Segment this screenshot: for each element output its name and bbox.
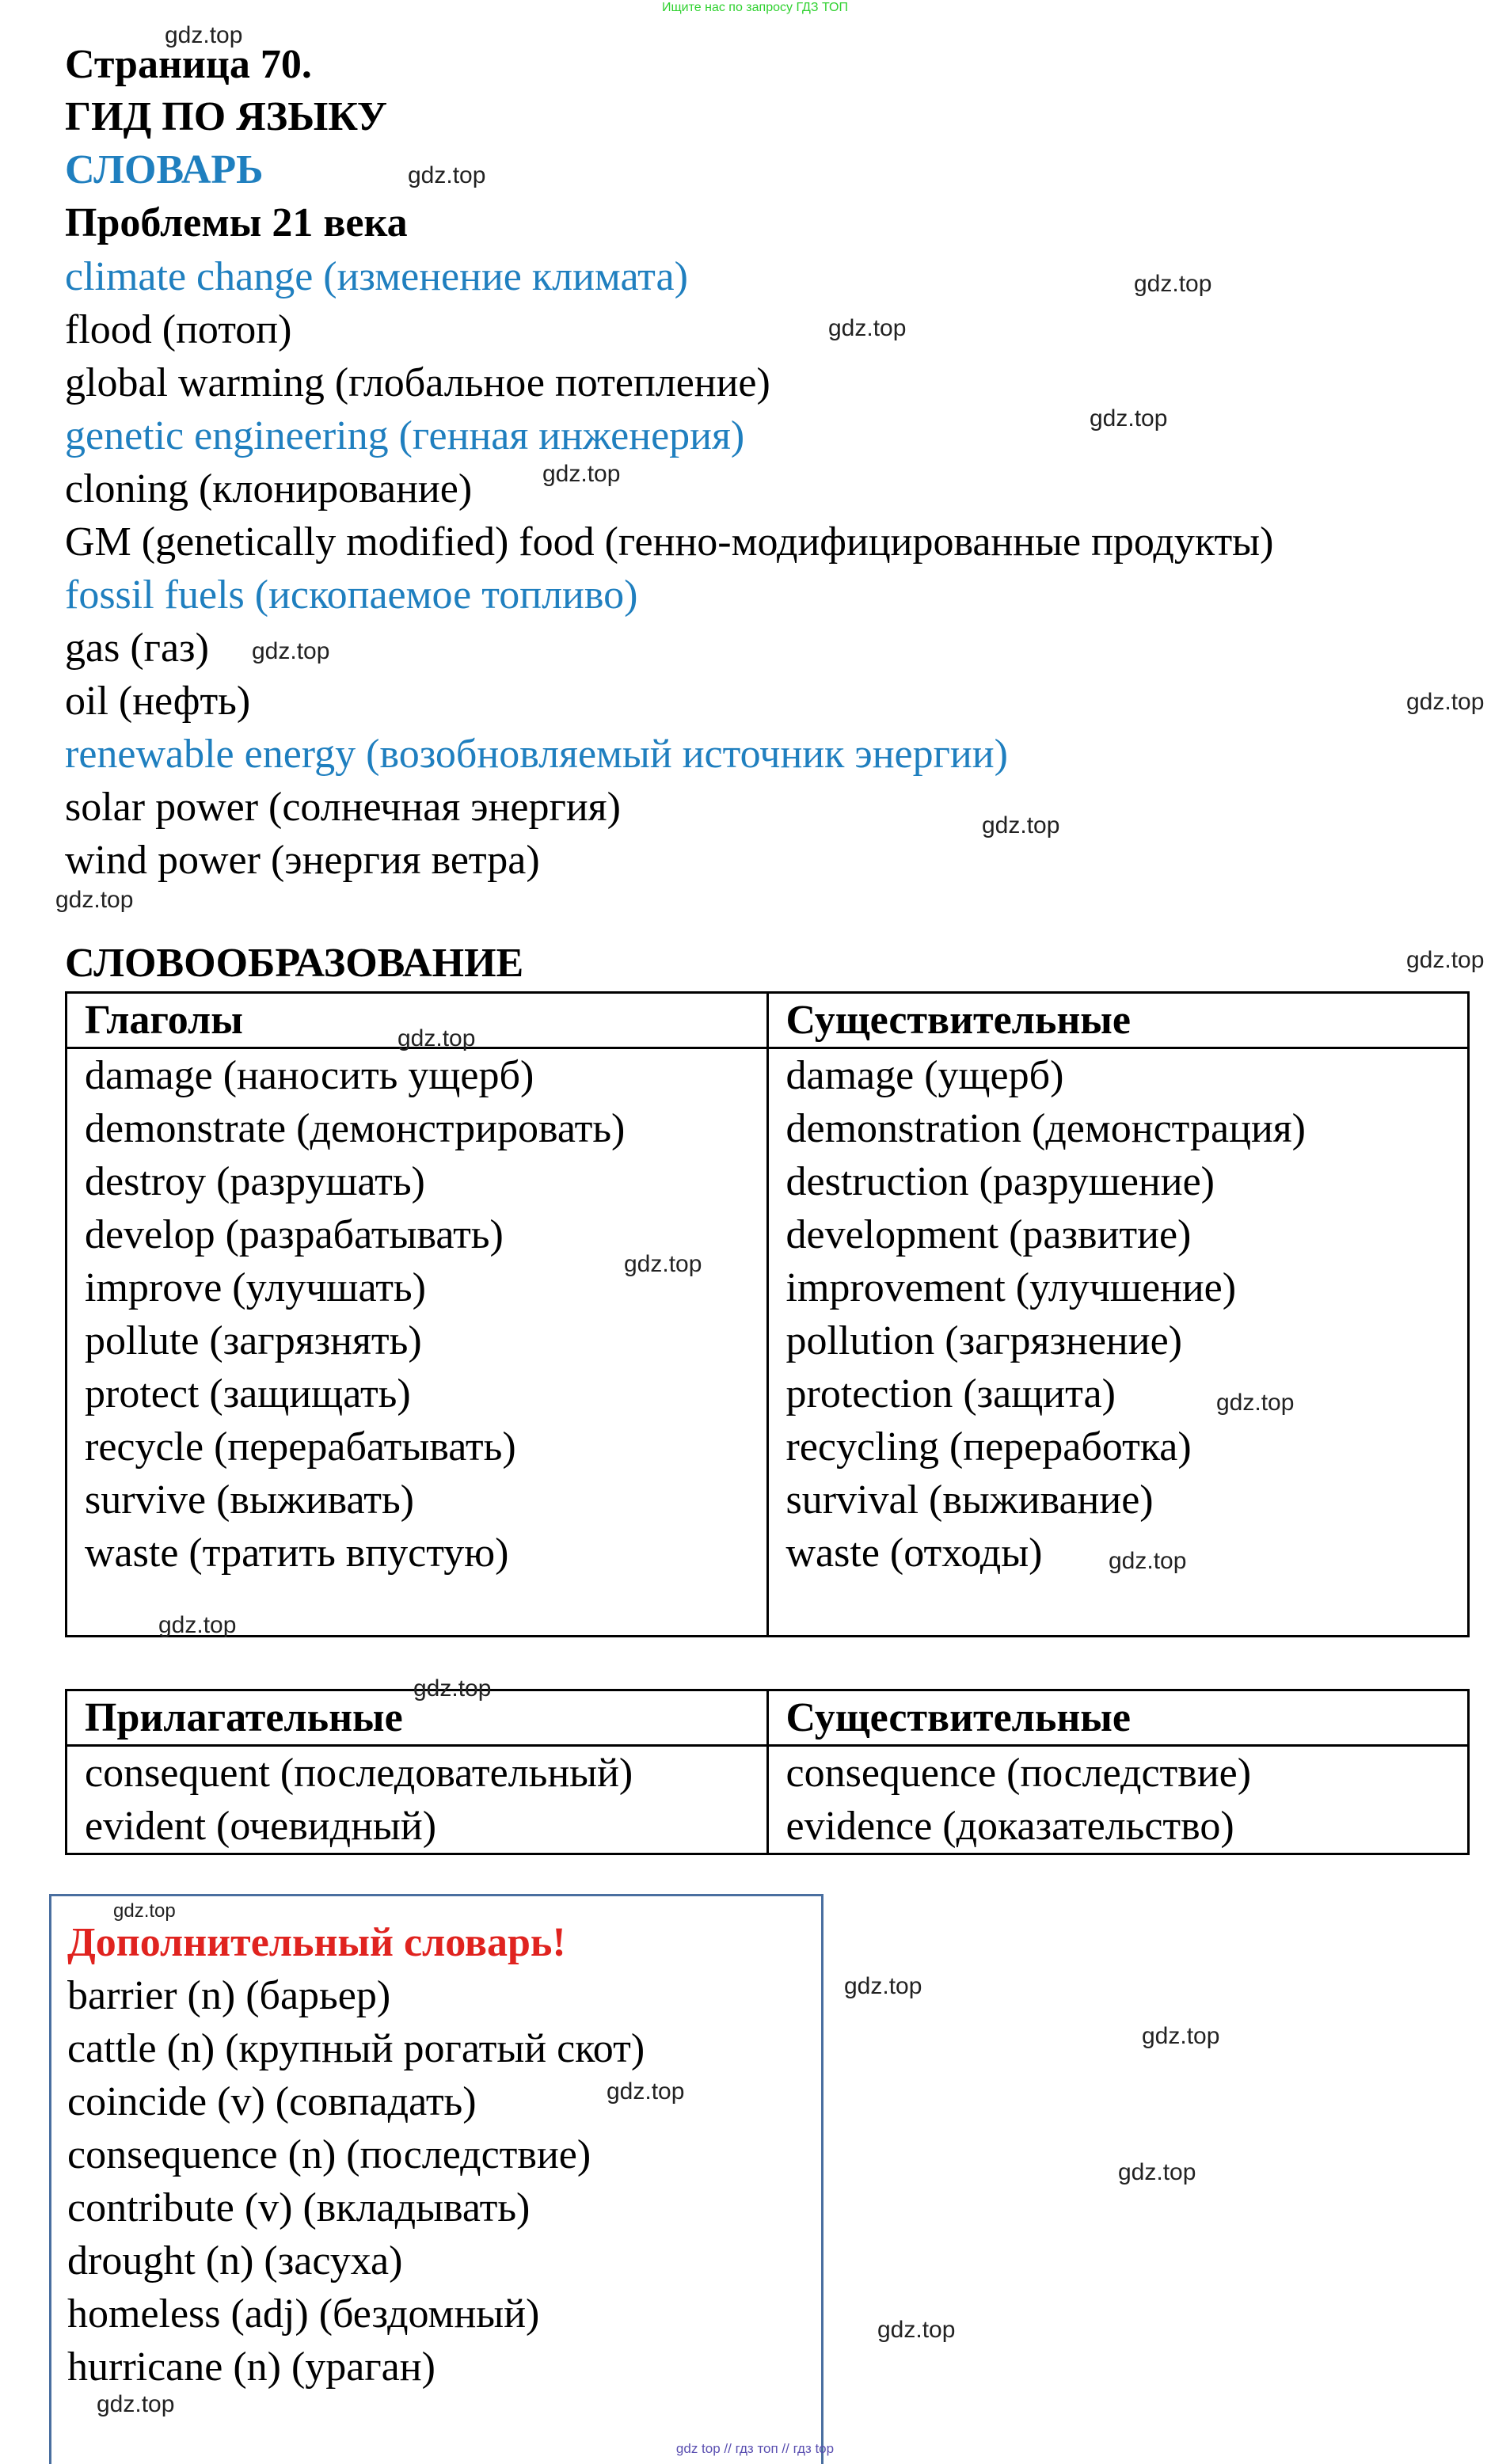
verb-item: develop (разрабатывать) bbox=[85, 1212, 504, 1257]
vocab-item: genetic engineering (генная инженерия) bbox=[65, 413, 745, 458]
adjective-item: consequent (последовательный) bbox=[85, 1751, 633, 1796]
verb-item: destroy (разрушать) bbox=[85, 1159, 425, 1204]
table-header-adjectives: Прилагательные bbox=[67, 1690, 768, 1746]
watermark: gdz.top bbox=[1142, 2023, 1220, 2049]
verb-item: improve (улучшать) bbox=[85, 1265, 426, 1310]
verb-item: recycle (перерабатывать) bbox=[85, 1424, 516, 1470]
extra-word: coincide (v) (совпадать) bbox=[67, 2079, 477, 2124]
watermark: gdz.top bbox=[113, 1900, 176, 1922]
adjectives-column bbox=[67, 1746, 768, 1854]
vocab-item: flood (потоп) bbox=[65, 307, 292, 352]
table-header-nouns: Существительные bbox=[767, 1690, 1469, 1746]
verbs-nouns-table bbox=[65, 991, 1470, 1637]
watermark: gdz.top bbox=[1406, 689, 1485, 715]
verbs-column bbox=[67, 1048, 768, 1637]
watermark: gdz.top bbox=[55, 887, 134, 913]
vocab-item: global warming (глобальное потепление) bbox=[65, 360, 770, 405]
watermark: gdz.top bbox=[408, 162, 486, 188]
watermark: gdz.top bbox=[877, 2317, 956, 2343]
extra-word: cattle (n) (крупный рогатый скот) bbox=[67, 2026, 645, 2071]
verb-item: survive (выживать) bbox=[85, 1477, 414, 1523]
vocab-item: gas (газ) bbox=[65, 626, 209, 671]
vocab-item: climate change (изменение климата) bbox=[65, 254, 688, 299]
watermark: gdz.top bbox=[158, 1612, 237, 1638]
extra-word: barrier (n) (барьер) bbox=[67, 1973, 391, 2018]
vocab-item: renewable energy (возобновляемый источник энергии) bbox=[65, 732, 1008, 777]
watermark: gdz.top bbox=[1090, 405, 1168, 432]
vocab-item: oil (нефть) bbox=[65, 679, 251, 724]
vocab-item: GM (genetically modified) food (генно-модифицированные продукты) bbox=[65, 519, 1274, 565]
vocab-item: fossil fuels (ископаемое топливо) bbox=[65, 572, 638, 618]
watermark: gdz.top bbox=[828, 315, 907, 341]
extra-word: contribute (v) (вкладывать) bbox=[67, 2185, 531, 2230]
guide-title: ГИД ПО ЯЗЫКУ bbox=[65, 94, 388, 139]
noun-item: damage (ущерб) bbox=[785, 1053, 1064, 1098]
noun-item: consequence (последствие) bbox=[785, 1751, 1252, 1796]
noun-item: demonstration (демонстрация) bbox=[785, 1106, 1306, 1151]
extra-vocabulary-box bbox=[49, 1894, 823, 2464]
dictionary-title: СЛОВАРЬ bbox=[65, 147, 264, 192]
extra-word: homeless (adj) (бездомный) bbox=[67, 2291, 540, 2337]
watermark: gdz.top bbox=[1118, 2159, 1196, 2185]
watermark: gdz.top bbox=[844, 1973, 922, 1999]
watermark: gdz.top bbox=[97, 2391, 175, 2417]
adjectives-nouns-table bbox=[65, 1689, 1470, 1855]
watermark: gdz.top bbox=[542, 461, 621, 487]
vocab-item: wind power (энергия ветра) bbox=[65, 838, 540, 883]
watermark: gdz.top bbox=[252, 638, 330, 664]
noun-item: recycling (переработка) bbox=[785, 1424, 1192, 1470]
watermark: gdz.top bbox=[413, 1675, 492, 1702]
table-header-verbs: Глаголы bbox=[67, 993, 768, 1048]
extra-vocabulary-title: Дополнительный словарь! bbox=[67, 1920, 566, 1965]
watermark: gdz.top bbox=[982, 812, 1060, 838]
bottom-banner: gdz top // гдз топ // гдз top bbox=[675, 2441, 835, 2456]
watermark: gdz.top bbox=[1109, 1548, 1187, 1574]
word-formation-title: СЛОВООБРАЗОВАНИЕ bbox=[65, 941, 524, 986]
watermark: gdz.top bbox=[607, 2078, 685, 2105]
verb-item: damage (наносить ущерб) bbox=[85, 1053, 534, 1098]
noun-item: waste (отходы) bbox=[785, 1530, 1043, 1576]
nouns-column bbox=[767, 1746, 1469, 1854]
noun-item: protection (защита) bbox=[785, 1371, 1116, 1416]
section-title: Проблемы 21 века bbox=[65, 200, 408, 245]
watermark: gdz.top bbox=[397, 1025, 476, 1051]
noun-item: evidence (доказательство) bbox=[785, 1804, 1234, 1849]
noun-item: improvement (улучшение) bbox=[785, 1265, 1237, 1310]
extra-word: consequence (n) (последствие) bbox=[67, 2132, 591, 2177]
page-title: Страница 70. bbox=[65, 42, 312, 87]
watermark: gdz.top bbox=[1406, 947, 1485, 973]
extra-word: drought (n) (засуха) bbox=[67, 2238, 403, 2283]
verb-item: waste (тратить впустую) bbox=[85, 1530, 509, 1576]
vocab-item: solar power (солнечная энергия) bbox=[65, 785, 621, 830]
noun-item: destruction (разрушение) bbox=[785, 1159, 1215, 1204]
noun-item: survival (выживание) bbox=[785, 1477, 1154, 1523]
top-banner: Ищите нас по запросу ГДЗ ТОП bbox=[662, 1, 848, 14]
adjective-item: evident (очевидный) bbox=[85, 1804, 437, 1849]
vocab-item: cloning (клонирование) bbox=[65, 466, 473, 511]
watermark: gdz.top bbox=[165, 22, 243, 48]
verb-item: protect (защищать) bbox=[85, 1371, 411, 1416]
table-header-nouns: Существительные bbox=[767, 993, 1469, 1048]
watermark: gdz.top bbox=[1216, 1390, 1295, 1416]
watermark: gdz.top bbox=[624, 1251, 702, 1277]
verb-item: pollute (загрязнять) bbox=[85, 1318, 422, 1363]
noun-item: development (развитие) bbox=[785, 1212, 1192, 1257]
noun-item: pollution (загрязнение) bbox=[785, 1318, 1182, 1363]
extra-word: hurricane (n) (ураган) bbox=[67, 2344, 436, 2390]
watermark: gdz.top bbox=[1134, 271, 1212, 297]
verb-item: demonstrate (демонстрировать) bbox=[85, 1106, 626, 1151]
